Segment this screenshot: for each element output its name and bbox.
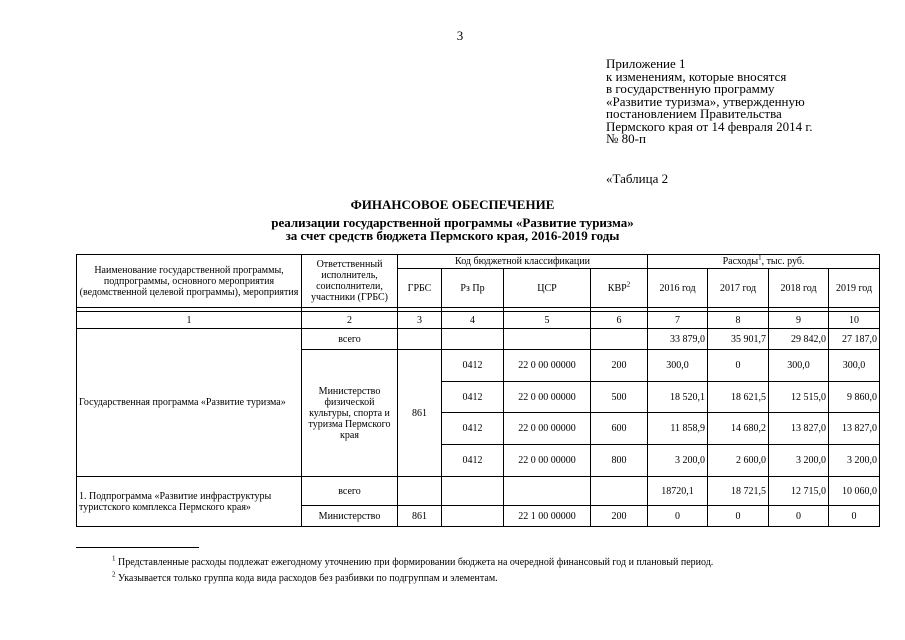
- subprogram-kvr: 200: [591, 506, 648, 527]
- col-number: 5: [504, 312, 591, 329]
- value-2018: 13 827,0: [769, 413, 829, 445]
- value-2017: 0: [708, 350, 769, 382]
- col-number: 2: [302, 312, 398, 329]
- header-name: Наименование государственной программы, подпрограммы, основного мероприятия (ведомственной целевой программы), мероприятия: [77, 255, 302, 308]
- footnote-2-text: Указывается только группа кода вида расходов без разбивки по подгруппам и элементам.: [118, 573, 498, 584]
- col-number: 9: [769, 312, 829, 329]
- appendix-line: Приложение 1: [606, 56, 686, 71]
- csr-cell: 22 0 00 00000: [504, 445, 591, 477]
- subprogram-csr: 22 1 00 00000: [504, 506, 591, 527]
- value-2018: 3 200,0: [769, 445, 829, 477]
- program-total-2019: 27 187,0: [829, 329, 880, 350]
- value-2017: 18 621,5: [708, 382, 769, 413]
- kvr-cell: 600: [591, 413, 648, 445]
- subtitle-line-1: реализации государственной программы «Развитие туризма»: [271, 215, 634, 230]
- header-code-group: Код бюджетной классификации: [398, 255, 648, 269]
- footnote-2-mark: 2: [112, 570, 116, 579]
- subprogram-total-2018: 12 715,0: [769, 477, 829, 506]
- col-number: 4: [442, 312, 504, 329]
- col-number: 1: [77, 312, 302, 329]
- col-number: 3: [398, 312, 442, 329]
- appendix-block: [606, 58, 813, 146]
- kvr-cell: 200: [591, 350, 648, 382]
- appendix-line: постановлением Правительства: [606, 106, 782, 121]
- csr-cell: 22 0 00 00000: [504, 413, 591, 445]
- expenses-footnote-mark: 1: [758, 254, 762, 262]
- footnote-divider: [76, 547, 199, 548]
- subprogram-value-2016: 0: [648, 506, 708, 527]
- subprogram-total-2016: 18720,1: [648, 477, 708, 506]
- subprogram-total-2019: 10 060,0: [829, 477, 880, 506]
- subprogram-grbs: 861: [398, 506, 442, 527]
- header-row: [77, 255, 880, 269]
- value-2016: 300,0: [648, 350, 708, 382]
- header-csr: ЦСР: [504, 269, 591, 308]
- header-2018: 2018 год: [769, 269, 829, 308]
- appendix-line: Пермского края от 14 февраля 2014 г.: [606, 118, 813, 134]
- kvr-footnote-mark: 2: [626, 280, 631, 289]
- subtitle-line-2: за счет средств бюджета Пермского края, 2016-2019 годы: [285, 228, 620, 243]
- rzpr-cell: 0412: [442, 350, 504, 382]
- table-row: [77, 477, 880, 506]
- csr-cell: 22 0 00 00000: [504, 382, 591, 413]
- value-2019: 9 860,0: [829, 382, 880, 413]
- value-2017: 2 600,0: [708, 445, 769, 477]
- value-2016: 3 200,0: [648, 445, 708, 477]
- footnote-1-text: Представленные расходы подлежат ежегодному уточнению при формировании бюджета на очередной финансовый год и плановый период.: [118, 557, 714, 568]
- kvr-cell: 800: [591, 445, 648, 477]
- col-number: 6: [591, 312, 648, 329]
- expenses-unit: , тыс. руб.: [761, 256, 805, 267]
- subprogram-value-2017: 0: [708, 506, 769, 527]
- footnote-2: [112, 570, 498, 584]
- header-2019: 2019 год: [829, 269, 880, 308]
- rzpr-cell: 0412: [442, 445, 504, 477]
- table-reference: «Таблица 2: [606, 171, 669, 186]
- appendix-line: в государственную программу: [606, 81, 775, 96]
- document-title: ФИНАНСОВОЕ ОБЕСПЕЧЕНИЕ: [350, 197, 555, 212]
- appendix-line: к изменениям, которые вносятся: [606, 68, 787, 84]
- col-number: 10: [829, 312, 880, 329]
- financing-table: [76, 254, 880, 527]
- header-2017: 2017 год: [708, 269, 769, 308]
- value-2018: 300,0: [769, 350, 829, 382]
- subprogram-name: 1. Подпрограмма «Развитие инфраструктуры туристского комплекса Пермского края»: [77, 477, 302, 527]
- rzpr-cell: 0412: [442, 382, 504, 413]
- footnote-1-mark: 1: [112, 554, 116, 563]
- header-grbs: ГРБС: [398, 269, 442, 308]
- program-total-label: всего: [302, 329, 398, 350]
- subprogram-total-label: всего: [302, 477, 398, 506]
- col-number: 7: [648, 312, 708, 329]
- document-subtitle: [0, 216, 905, 242]
- rzpr-cell: 0412: [442, 413, 504, 445]
- header-2016: 2016 год: [648, 269, 708, 308]
- kvr-label: КВР: [607, 282, 627, 294]
- value-2018: 12 515,0: [769, 382, 829, 413]
- header-responsible: Ответственный исполнитель, соисполнители, участники (ГРБС): [302, 255, 398, 308]
- column-number-row: [77, 312, 880, 329]
- table-row: [77, 329, 880, 350]
- value-2016: 11 858,9: [648, 413, 708, 445]
- subprogram-value-2018: 0: [769, 506, 829, 527]
- value-2016: 18 520,1: [648, 382, 708, 413]
- appendix-line: № 80-п: [606, 131, 646, 146]
- footnote-1: [112, 554, 714, 568]
- page-number: 3: [456, 28, 464, 43]
- col-number: 8: [708, 312, 769, 329]
- program-ministry: Министерство физической культуры, спорта и туризма Пермского края: [302, 350, 398, 477]
- subprogram-ministry: Министерство: [302, 506, 398, 527]
- value-2017: 14 680,2: [708, 413, 769, 445]
- header-kvr: [591, 269, 648, 308]
- subprogram-total-2017: 18 721,5: [708, 477, 769, 506]
- header-rzpr: Рз Пр: [442, 269, 504, 308]
- csr-cell: 22 0 00 00000: [504, 350, 591, 382]
- program-grbs: 861: [398, 350, 442, 477]
- appendix-line: «Развитие туризма», утвержденную: [606, 93, 805, 109]
- kvr-cell: 500: [591, 382, 648, 413]
- program-total-2018: 29 842,0: [769, 329, 829, 350]
- header-expenses-group: [648, 255, 880, 269]
- expenses-label: Расходы: [722, 256, 759, 267]
- program-total-2017: 35 901,7: [708, 329, 769, 350]
- value-2019: 3 200,0: [829, 445, 880, 477]
- value-2019: 300,0: [829, 350, 880, 382]
- program-name: Государственная программа «Развитие туризма»: [77, 329, 302, 477]
- subprogram-value-2019: 0: [829, 506, 880, 527]
- value-2019: 13 827,0: [829, 413, 880, 445]
- program-total-2016: 33 879,0: [648, 329, 708, 350]
